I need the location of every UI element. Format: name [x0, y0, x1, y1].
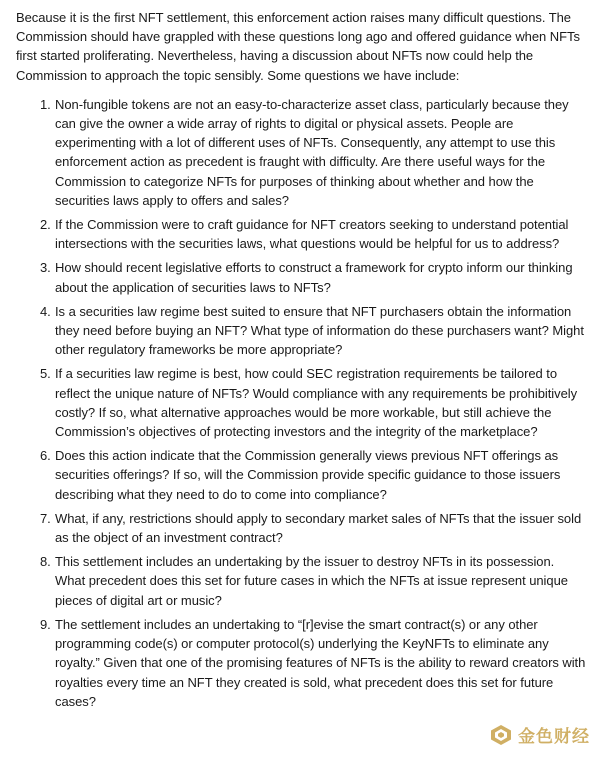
list-item	[16, 215, 586, 253]
list-item-text: The settlement includes an undertaking to “[r]evise the smart contract(s) or any other programming code(s) or computer protocol(s) underlying the KeyNFTs to eliminate any royalty.” Given that one of the promising features of NFTs is the ability to reward creators with royalties every time an NFT they created is sold, what precedent does this set for future cases?	[55, 616, 586, 709]
questions-list	[16, 95, 586, 711]
list-item	[16, 615, 586, 711]
list-number: 3.	[40, 260, 51, 276]
list-number: 6.	[40, 448, 51, 464]
list-number: 1.	[40, 96, 51, 112]
list-number: 7.	[40, 510, 51, 526]
list-item-text: This settlement includes an undertaking by the issuer to destroy NFTs in its possession. What precedent does this set for future cases in which the NFTs at issue represent unique pieces of digital art or music?	[55, 554, 568, 608]
intro-paragraph: Because it is the first NFT settlement, this enforcement action raises many difficult questions. The Commission should have grappled with these questions long ago and offered guidance when NFTs first started proliferating. Nevertheless, having a discussion about NFTs now could help the Commission to approach the topic sensibly. Some questions we have include:	[16, 10, 580, 83]
list-item	[16, 258, 586, 296]
list-number: 9.	[40, 616, 51, 632]
list-item-text: What, if any, restrictions should apply to secondary market sales of NFTs that the issuer sold as the object of an investment contract?	[55, 510, 582, 546]
list-item	[16, 446, 586, 504]
list-item-text: Does this action indicate that the Commission generally views previous NFT offerings as securities offerings? If so, will the Commission provide specific guidance to those issuers describing what they need to do to come into compliance?	[55, 448, 561, 502]
list-item	[16, 302, 586, 360]
list-item-text: Is a securities law regime best suited to ensure that NFT purchasers obtain the information they need before buying an NFT? What type of information do these purchasers want? Might other regulatory frameworks be more appropriate?	[55, 303, 584, 358]
brand-logo-icon	[490, 724, 512, 746]
list-item-text: If the Commission were to craft guidance for NFT creators seeking to understand potential intersections with the securities laws, what questions would be helpful for us to address?	[55, 217, 569, 252]
list-item	[16, 95, 586, 210]
watermark	[490, 722, 590, 747]
list-item-text: Non-fungible tokens are not an easy-to-characterize asset class, particularly because they can give the owner a wide array of rights to digital or physical assets. People are experimenting with a lot of different uses of NFTs. Consequently, any attempt to use this enforcement action as precedent is fraught with difficulty. Are there useful ways for the Commission to categorize NFTs for purposes of thinking about whether and how the securities laws apply to offers and sales?	[55, 96, 569, 208]
list-number: 5.	[40, 366, 51, 382]
list-number: 4.	[40, 303, 51, 319]
list-number: 2.	[40, 217, 51, 233]
list-item	[16, 552, 586, 610]
list-item-text: How should recent legislative efforts to construct a framework for crypto inform our thinking about the application of securities laws to NFTs?	[55, 260, 573, 295]
list-item	[16, 364, 586, 441]
list-item-text: If a securities law regime is best, how could SEC registration requirements be tailored to reflect the unique nature of NFTs? Would compliance with any requirements be prohibitively costly? If so, what alternative approaches would be more workable, but still achieve the Commission’s objectives of protecting investors and the integrity of the marketplace?	[55, 366, 578, 440]
document-body	[16, 8, 586, 716]
list-item	[16, 509, 586, 547]
list-number: 8.	[40, 554, 51, 570]
watermark-text: 金色财经	[518, 727, 590, 747]
